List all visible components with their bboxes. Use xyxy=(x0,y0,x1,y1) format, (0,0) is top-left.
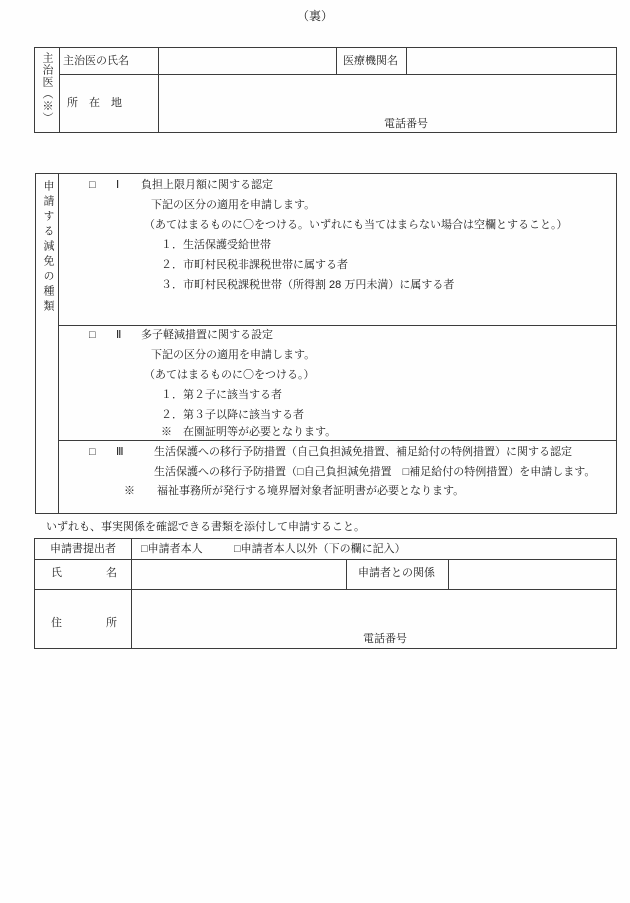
divider xyxy=(346,559,347,589)
section2-numeral: Ⅱ xyxy=(116,329,122,341)
doctor-side-label: 主治医（※） xyxy=(41,52,53,124)
submitter-table xyxy=(34,538,617,649)
doctor-phone-label: 電話番号 xyxy=(384,118,428,130)
section1-option-2[interactable]: ２．市町村民税非課税世帯に属する者 xyxy=(161,259,348,271)
exemption-type-table xyxy=(35,173,617,514)
institution-name-label: 医療機関名 xyxy=(343,55,398,67)
section1-numeral: Ⅰ xyxy=(116,179,120,191)
section2-option-2[interactable]: ２．第３子以降に該当する者 xyxy=(161,409,304,421)
section3-checkbox[interactable]: □ xyxy=(89,446,96,458)
section2-title: 多子軽減措置に関する設定 xyxy=(141,329,273,341)
section1-line: 下記の区分の適用を申請します。 xyxy=(151,199,316,211)
doctor-name-label: 主治医の氏名 xyxy=(63,55,129,67)
relation-input-area[interactable] xyxy=(449,560,615,588)
section3-note: ※ 福祉事務所が発行する境界層対象者証明書が必要となります。 xyxy=(124,485,465,497)
section2-option-1[interactable]: １．第２子に該当する者 xyxy=(161,389,282,401)
submitter-label: 申請書提出者 xyxy=(50,543,116,555)
divider xyxy=(336,48,337,74)
submitter-phone-label: 電話番号 xyxy=(363,633,407,645)
exemption-side-label: 申請する減免の種類 xyxy=(42,180,54,315)
doctor-name-input-area[interactable] xyxy=(159,49,335,73)
checkbox-applicant-other[interactable]: □申請者本人以外（下の欄に記入） xyxy=(234,543,406,555)
section2-checkbox[interactable]: □ xyxy=(89,329,96,341)
doctor-address-label: 所 在 地 xyxy=(67,97,122,109)
section1-checkbox[interactable]: □ xyxy=(89,179,96,191)
divider xyxy=(58,440,616,441)
section3-apply-line[interactable]: 生活保護への移行予防措置（□自己負担減免措置 □補足給付の特例措置）を申請します。 xyxy=(154,466,596,478)
divider xyxy=(59,48,60,132)
section1-option-1[interactable]: １．生活保護受給世帯 xyxy=(161,239,271,251)
section2-line: 下記の区分の適用を申請します。 xyxy=(151,349,316,361)
attachment-note: いずれも、事実関係を確認できる書類を添付して申請すること。 xyxy=(46,521,365,533)
divider xyxy=(58,325,616,326)
section3-title: 生活保護への移行予防措置（自己負担減免措置、補足給付の特例措置）に関する認定 xyxy=(154,446,572,458)
institution-name-input-area[interactable] xyxy=(407,49,615,73)
submitter-name-input-area[interactable] xyxy=(132,560,345,588)
section2-line: （あてはまるものに〇をつける。） xyxy=(144,369,315,381)
relation-label: 申請者との関係 xyxy=(358,567,435,579)
page-title: （裏） xyxy=(296,9,333,23)
submitter-name-label: 氏 名 xyxy=(51,567,117,579)
section1-option-3[interactable]: ３．市町村民税課税世帯（所得割 28 万円未満）に属する者 xyxy=(161,279,455,291)
doctor-info-table xyxy=(34,47,617,133)
submitter-address-label: 住 所 xyxy=(51,617,117,629)
section1-title: 負担上限月額に関する認定 xyxy=(141,179,273,191)
section1-line: （あてはまるものに〇をつける。いずれにも当てはまらない場合は空欄とすること。） xyxy=(144,219,568,231)
divider xyxy=(58,174,59,513)
checkbox-applicant-self[interactable]: □申請者本人 xyxy=(141,543,203,555)
section3-numeral: Ⅲ xyxy=(116,446,124,458)
section2-note: ※ 在園証明等が必要となります。 xyxy=(161,426,337,438)
